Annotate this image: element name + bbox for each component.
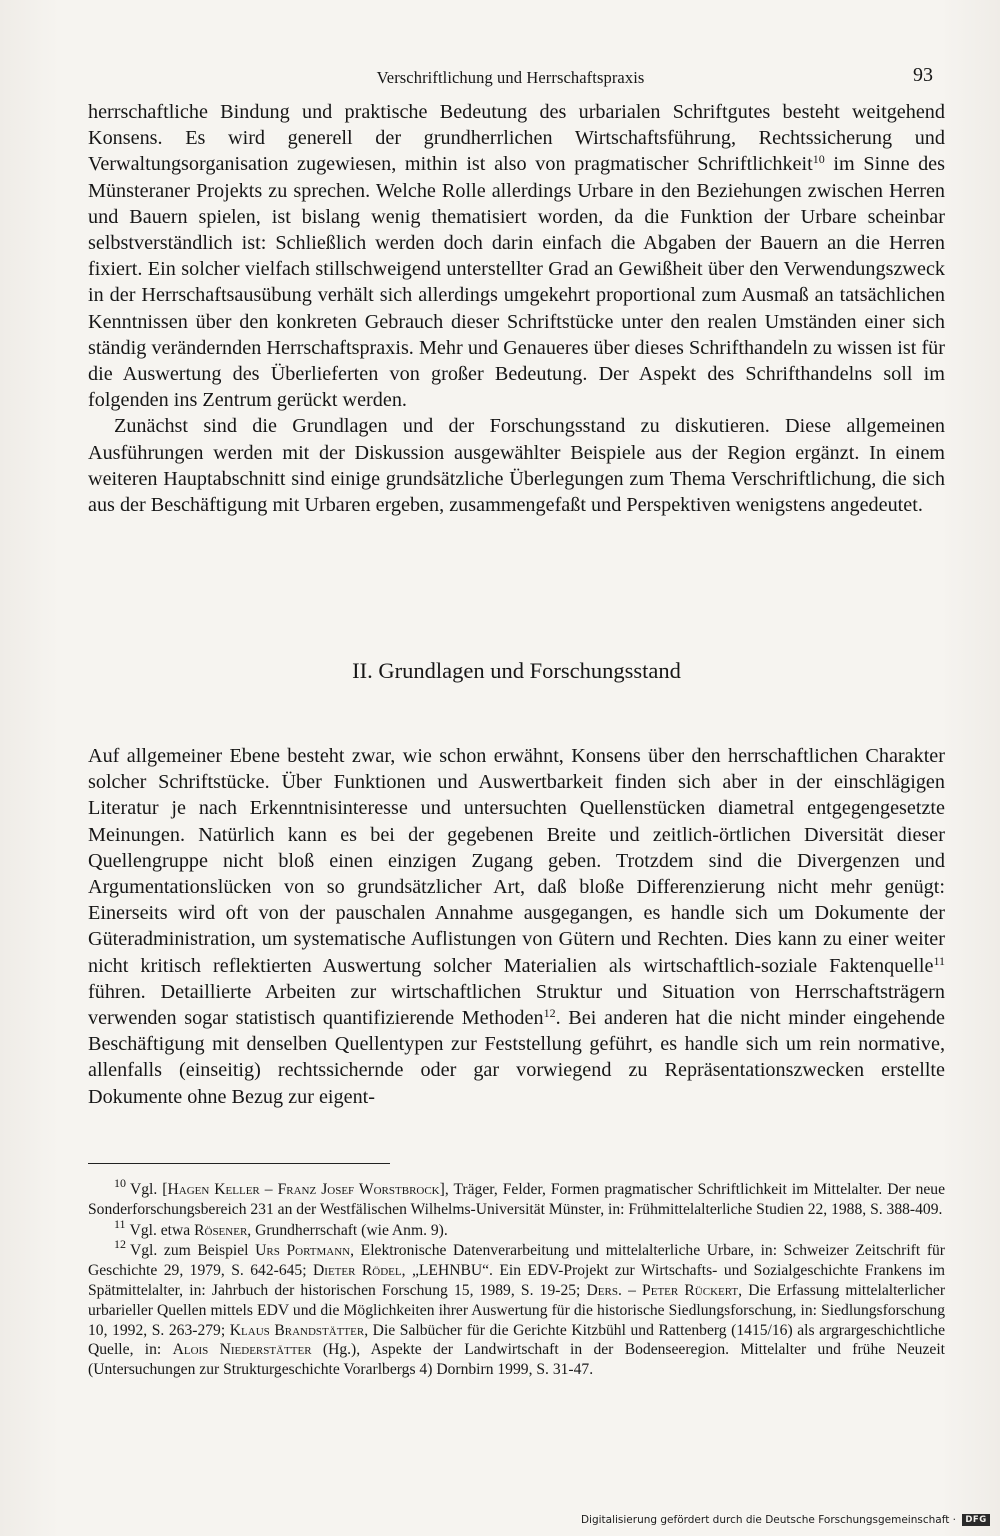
author-name: Alois Niederstätter <box>172 1341 312 1359</box>
paragraph-1-text-a: herrschaftliche Bindung und praktische Bedeutung des urbarialen Schriftgutes besteht weitgehend Konsens. Es wird generell der grundherrlichen Wirtschaftsführung, Rechtssicherung und Verwaltungsorganisation zugewiesen, mithin ist also von pragmatischer Schriftlichkeit <box>88 101 945 176</box>
footnote-text: – <box>621 1281 643 1299</box>
body-text-top <box>88 99 945 518</box>
paragraph-1-text-b: im Sinne des Münsteraner Projekts zu sprechen. Welche Rolle allerdings Urbare in den Beziehungen zwischen Herren und Bauern spielen, ist bislang wenig thematisiert worden, da die Funktion der Urbare scheinbar selbstverständlich ist: Schließlich werden doch darin einfach die Abgaben der Bauern an die Herren fixiert. Ein solcher vielfach stillschweigend unterstellter Grad an Gewißheit über den Verwendungszweck in der Herrschaftsausübung verhält sich allerdings umgekehrt proportional zum Ausmaß an tatsächlichen Kenntnissen über den konkreten Gebrauch dieser Schriftstücke unter den realen Umständen einer sich ständig verändernden Herrschaftspraxis. Mehr und Genaueres über dieses Schrifthandeln zu wissen ist für die Auswertung des Überlieferten von großer Bedeutung. Der Aspekt des Schrifthandelns soll im folgenden ins Zentrum gerückt werden. <box>88 153 945 412</box>
funding-credit: Digitalisierung gefördert durch die Deutsche Forschungsgemeinschaft · <box>580 1514 956 1526</box>
footnote-number: 10 <box>114 1176 126 1190</box>
footnote-text: , Die Salbücher für die Gerichte Kitzbühl und Rattenberg (1415/16) als argrargeschichtliche Quelle, in: <box>88 1321 946 1359</box>
footnote-number: 11 <box>114 1216 126 1231</box>
paragraph-3-text-b: führen. Detaillierte Arbeiten zur wirtschaftlichen Struktur und Situation von Herrschaftsträgern verwenden sogar statistisch quantifizierende Methoden <box>88 980 945 1030</box>
footnote-text: , Elektronische Datenverarbeitung und mittelalterliche Urbare, in: Schweizer Zeitschrift für Geschichte 29, 1979, S. 642-645; <box>88 1242 945 1280</box>
author-name: Peter Rückert <box>642 1281 739 1299</box>
page-number: 93 <box>913 64 933 86</box>
paragraph-3 <box>88 743 945 1110</box>
footnotes <box>88 1176 946 1381</box>
author-name: Hagen Keller <box>167 1181 260 1198</box>
footnote-text: – <box>259 1181 278 1198</box>
footnote-divider <box>88 1163 390 1164</box>
dfg-logo[interactable]: DFG <box>962 1514 990 1526</box>
footnote-ref-10: 10 <box>812 152 825 167</box>
author-name: Franz Josef Worstbrock <box>277 1181 440 1198</box>
footnote-text: Vgl. etwa <box>129 1221 195 1239</box>
paragraph-2: Zunächst sind die Grundlagen und der Forschungsstand zu diskutieren. Diese allgemeinen Ausführungen werden mit der Diskussion ausgewählter Beispiele aus der Region ergänzt. In einem weiteren Hauptabschnitt sind einige grundsätzliche Überlegungen zum Thema Verschriftlichung, die sich aus der Beschäftigung mit Urbaren ergeben, zusammengefaßt und Perspektiven wenigstens angedeutet. <box>88 415 945 517</box>
footnote-12 <box>88 1237 946 1380</box>
footnote-number: 12 <box>114 1237 126 1252</box>
author-name: Klaus Brandstätter <box>229 1321 365 1339</box>
footnote-text: Vgl. zum Beispiel <box>130 1242 256 1260</box>
author-name: Ders. <box>586 1281 622 1299</box>
footnote-text: Vgl. [ <box>130 1181 168 1198</box>
author-name: Urs Portmann <box>255 1242 351 1260</box>
footnote-text: , Die Erfassung mittelalterlicher urbarieller Quellen mittels EDV und die Möglichkeiten ihrer Auswertung für die historische Siedlungsforschung, in: Siedlungsforschung 10, 1992, S. 263-279; <box>88 1281 946 1339</box>
footnote-text: ], Träger, Felder, Formen pragmatischer Schriftlichkeit im Mittelalter. Der neue Sonderforschungsbereich 231 an der Westfälischen Wilhelms-Universität Münster, in: Frühmittelalterliche Studien 22, 1988, S. 388-409. <box>88 1181 946 1218</box>
section-heading: II. Grundlagen und Forschungsstand <box>352 658 681 683</box>
footnote-11 <box>88 1216 945 1241</box>
paragraph-1 <box>88 99 945 413</box>
author-name: Dieter Rödel <box>313 1262 402 1280</box>
footnote-text: , „LEHNBU“. Ein EDV-Projekt zur Wirtschafts- und Sozialgeschichte Frankens im Spätmittelalter, in: Jahrbuch der historischen Forschung 15, 1989, S. 19-25; <box>88 1262 945 1299</box>
author-name: Rösener <box>194 1221 248 1239</box>
body-text-bottom <box>88 743 945 1110</box>
paragraph-3-text-c: . Bei anderen hat die nicht minder eingehende Beschäftigung mit denselben Quellentypen zur Feststellung geführt, es handle sich um rein normative, allenfalls (einseitig) rechtssichernde oder gar vorwiegend zu Repräsentationszwecken erstellte Dokumente ohne Bezug zur eigent- <box>88 1007 945 1108</box>
paragraph-3-text-a: Auf allgemeiner Ebene besteht zwar, wie schon erwähnt, Konsens über den herrschaftlichen Charakter solcher Schriftstücke. Über Funktionen und Auswertbarkeit finden sich aber in der einschlägigen Literatur je nach Erkenntnisinteresse und untersuchten Quellenstücken diametral entgegengesetzte Meinungen. Natürlich kann es bei der gegebenen Breite und zeitlich-örtlichen Diversität dieser Quellengruppe nicht bloß einen einzigen Zugang geben. Trotzdem sind die Divergenzen und Argumentationslücken von so grundsätzlicher Art, daß bloße Differenzierung nicht mehr genügt: Einerseits wird oft von der pauschalen Annahme ausgegangen, es handle sich um Dokumente der Güteradministration, um systematische Auflistungen von Gütern und Rechten. Dies kann zu einer weiter nicht kritisch reflektierten Auswertung solcher Materialien als wirtschaftlich-soziale Faktenquelle <box>88 745 945 977</box>
footnote-text: , Grundherrschaft (wie Anm. 9). <box>247 1221 448 1239</box>
footnote-10 <box>88 1176 946 1220</box>
page-header <box>88 64 933 94</box>
footnote-text: (Hg.), Aspekte der Landwirtschaft in der Bodenseeregion. Mittelalter und frühe Neuzeit (Untersuchungen zur Strukturgeschichte Vorarlbergs 4) Dornbirn 1999, S. 31-47. <box>88 1341 945 1379</box>
footnote-ref-12: 12 <box>543 1006 556 1021</box>
running-head: Verschriftlichung und Herrschaftspraxis <box>376 68 645 87</box>
footnote-ref-11: 11 <box>933 953 945 968</box>
digitization-footer <box>581 1512 990 1528</box>
